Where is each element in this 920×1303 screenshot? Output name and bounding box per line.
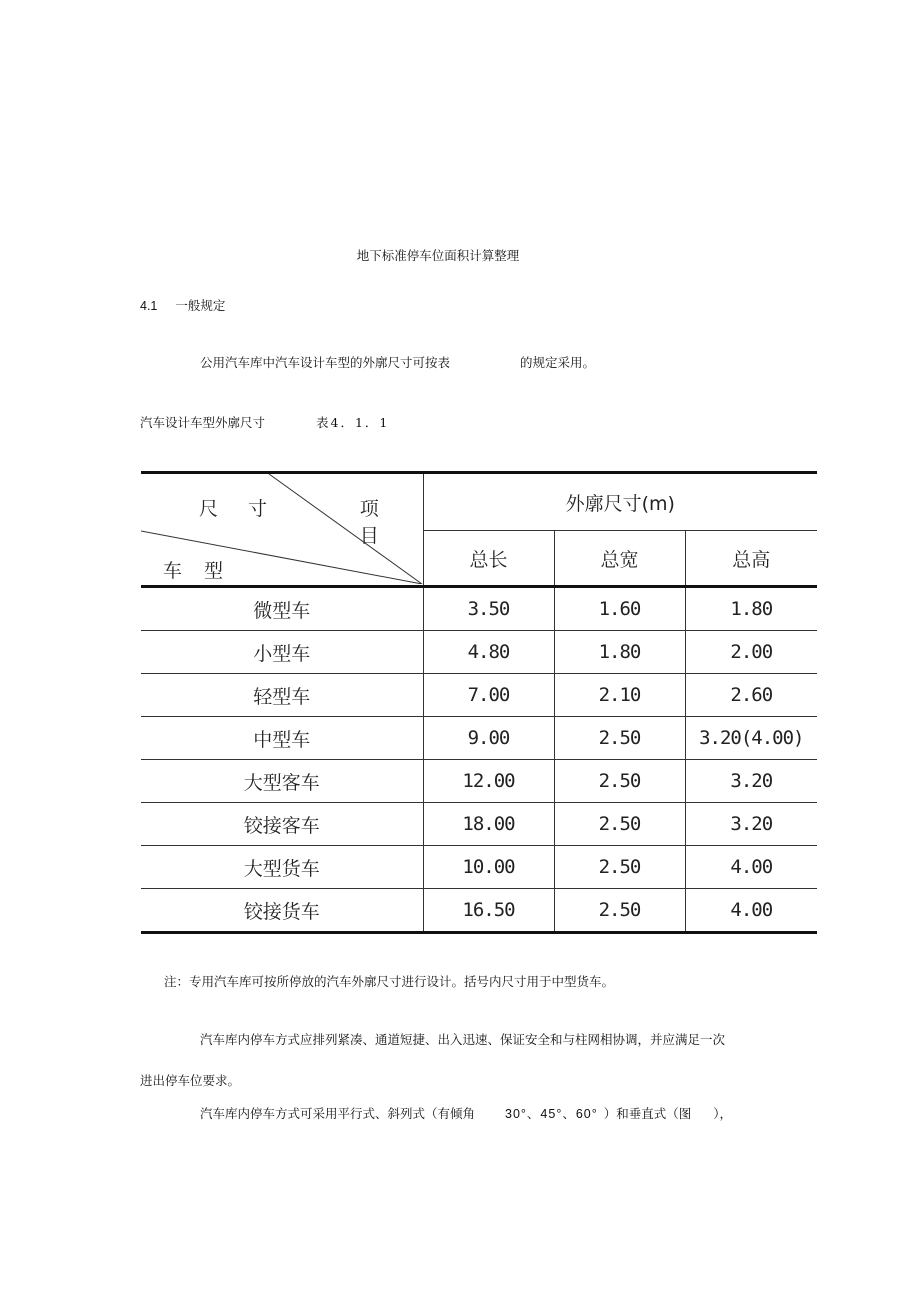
- cell-type: 铰接客车: [141, 803, 423, 846]
- cell-height: 3.20: [685, 803, 817, 846]
- column-header-height: 总高: [685, 531, 817, 587]
- table-row: [141, 717, 817, 760]
- table-row: [141, 760, 817, 803]
- cell-height: 3.20(4.00): [685, 717, 817, 760]
- cell-width: 2.50: [554, 803, 685, 846]
- cell-width: 2.50: [554, 717, 685, 760]
- cell-length: 7.00: [423, 674, 554, 717]
- cell-height: 1.80: [685, 587, 817, 631]
- cell-width: 2.50: [554, 760, 685, 803]
- cell-height: 2.00: [685, 631, 817, 674]
- table-row: [141, 803, 817, 846]
- parking-modes-part2: ）和垂直式（图: [603, 1106, 692, 1121]
- cell-length: 10.00: [423, 846, 554, 889]
- cell-width: 2.50: [554, 889, 685, 933]
- cell-type: 铰接货车: [141, 889, 423, 933]
- cell-type: 微型车: [141, 587, 423, 631]
- section-number: 4.1: [140, 299, 158, 313]
- corner-label-size: 尺寸: [199, 498, 298, 520]
- paragraph-parking-modes: [200, 1108, 732, 1121]
- cell-height: 2.60: [685, 674, 817, 717]
- corner-label-item: 项目: [359, 498, 409, 547]
- cell-height: 3.20: [685, 760, 817, 803]
- corner-label-type: 车型: [163, 560, 246, 582]
- cell-type: 轻型车: [141, 674, 423, 717]
- cell-width: 2.10: [554, 674, 685, 717]
- cell-length: 9.00: [423, 717, 554, 760]
- cell-type: 小型车: [141, 631, 423, 674]
- cell-length: 3.50: [423, 587, 554, 631]
- cell-length: 4.80: [423, 631, 554, 674]
- table-row: [141, 674, 817, 717]
- cell-height: 4.00: [685, 889, 817, 933]
- column-header-width: 总宽: [554, 531, 685, 587]
- cell-height: 4.00: [685, 846, 817, 889]
- parking-modes-part1: 汽车库内停车方式可采用平行式、斜列式（有倾角: [200, 1106, 476, 1121]
- cell-width: 1.60: [554, 587, 685, 631]
- cell-type: 大型客车: [141, 760, 423, 803]
- cell-length: 16.50: [423, 889, 554, 933]
- group-header: 外廓尺寸(m): [423, 473, 817, 531]
- intro-text-part1: 公用汽车库中汽车设计车型的外廓尺寸可按表: [200, 355, 451, 370]
- cell-length: 18.00: [423, 803, 554, 846]
- table-row: [141, 631, 817, 674]
- document-title: 地下标准停车位面积计算整理: [356, 248, 520, 263]
- table-row: [141, 846, 817, 889]
- diagonal-header-cell: [141, 473, 423, 587]
- cell-width: 1.80: [554, 631, 685, 674]
- table-caption-name: 汽车设计车型外廓尺寸: [140, 415, 266, 430]
- cell-type: 中型车: [141, 717, 423, 760]
- spec-table: [141, 471, 817, 934]
- section-title: 一般规定: [175, 298, 226, 313]
- paragraph-parking-layout-line2: 进出停车位要求。: [140, 1073, 241, 1088]
- table-note: 注：专用汽车库可按所停放的汽车外廓尺寸进行设计。括号内尺寸用于中型货车。: [164, 974, 615, 989]
- cell-width: 2.50: [554, 846, 685, 889]
- paragraph-parking-layout-line1: 汽车库内停车方式应排列紧凑、通道短捷、出入迅速、保证安全和与柱网相协调，并应满足一次: [200, 1032, 726, 1047]
- section-heading: [140, 300, 225, 313]
- parking-modes-part3: ），: [713, 1106, 733, 1121]
- table-row: [141, 587, 817, 631]
- intro-text-part2: 的规定采用。: [520, 355, 596, 370]
- cell-type: 大型货车: [141, 846, 423, 889]
- table-caption-number: 表4．1．1: [316, 415, 390, 430]
- table-header-row: [141, 473, 817, 531]
- column-header-length: 总长: [423, 531, 554, 587]
- parking-angles: 30°、45°、60°: [505, 1107, 598, 1121]
- table-row: [141, 889, 817, 933]
- cell-length: 12.00: [423, 760, 554, 803]
- vehicle-dimension-table: [141, 471, 817, 934]
